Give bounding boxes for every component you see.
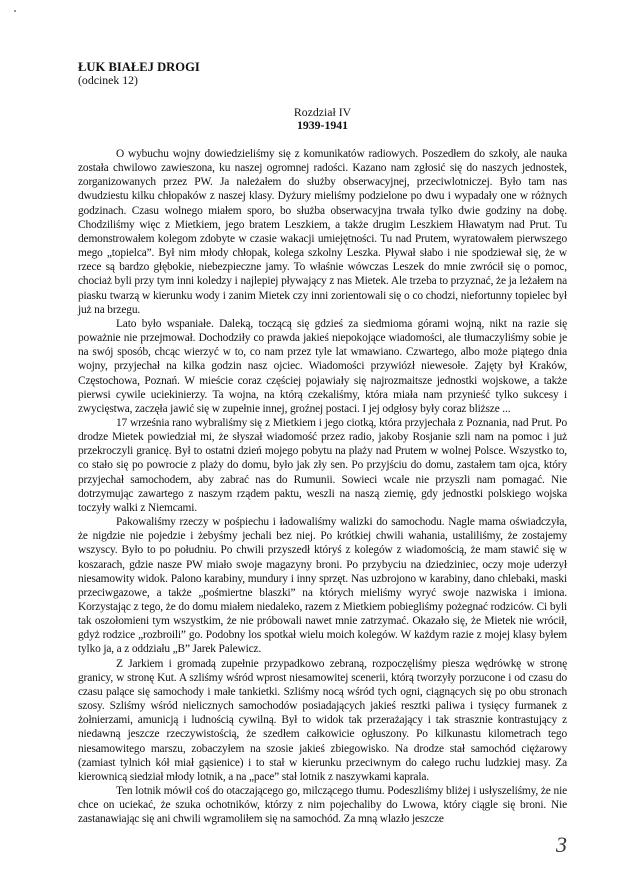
document-subtitle: (odcinek 12) — [78, 73, 138, 87]
paragraph: Lato było wspaniałe. Daleką, toczącą się gdzieś za siedmioma górami wojną, nikt na razie się poważnie nie przejmował. Dochodziły co prawda jakieś niepokojące wiadomości, ale tłumaczyliśmy sobie je na swój sposób, chcąc wierzyć w to, co nam przez tyle lat wmawiano. Czwartego, albo może piątego dnia wojny, przyjechał na kilka godzin nasz ojciec. Wiadomości przywiózł niewesołe. Zajęty był Kraków, Częstochowa, Poznań. W mieście coraz częściej pojawiały się najrozmaitsze jednostki wojskowe, a także pierwsi cywile uciekinierzy. Ta wojna, na którą czekaliśmy, która miała nam przynieść tylko sukcesy i zwycięstwa, zaczęła jawić się w zupełnie innej, groźnej postaci. I jej odgłosy były coraz bliższe ... — [78, 317, 567, 415]
document-title: ŁUK BIAŁEJ DROGI — [78, 60, 200, 74]
paragraph: Pakowaliśmy rzeczy w pośpiechu i ładowaliśmy walizki do samochodu. Nagle mama oświadczyła, że nigdzie nie pojedzie i żebyśmy jechali bez niej. Po krótkiej chwili wahania, ustaliliśmy, że zostajemy wszyscy. Było to po południu. Po chwili przyszedł któryś z kolegów z wiadomością, że mam stawić się w koszarach, gdzie nasze PW miało swoje magazyny broni. Po przybyciu na dziedziniec, oczy moje uderzył niesamowity widok. Palono karabiny, mundury i inny sprzęt. Nas uzbrojono w karabiny, dano chlebaki, maski przeciwgazowe, a także „pośmiertne blaszki” na których mieliśmy wyryć swoje nazwiska i imiona. Korzystając z tego, że do domu miałem niedaleko, razem z Mietkiem pobiegliśmy pożegnać rodziców. Ci byli tak oszołomieni tym wszystkim, że nie próbowali nawet mnie zatrzymać. Okazało się, że Mietek nie wrócił, gdyż rodzice „rozbroili” go. Podobny los spotkał wielu moich kolegów. W każdym razie z mojej klasy byłem tylko ja, a z oddziału „B” Jarek Palewicz. — [78, 516, 567, 656]
text-body — [78, 147, 567, 827]
paragraph: Z Jarkiem i gromadą zupełnie przypadkowo zebraną, rozpoczęliśmy piesza wędrówkę w stronę granicy, w stronę Kut. A szliśmy wśród wprost niesamowitej scenerii, którą tworzyły porzucone i od czasu do czasu palące się samochody i małe tankietki. Szliśmy nocą wśród tych ogni, ciągnących się po obu stronach szosy. Szliśmy wśród nielicznych samochodów posiadających jakieś resztki paliwa i tysięcy furmanek z żołnierzami, amunicją i ludnością cywilną. Był to widok tak przerażający i tak strasznie kontrastujący z niedawną jeszcze rzeczywistością, że szedłem całkowicie ogłuszony. Po kilkunastu kilometrach tego niesamowitego marszu, zobaczyłem na szosie jakieś zbiegowisko. Na drodze stał samochód ciężarowy (zamiast tylnich kół miał gąsienice) i to stał w kierunku przeciwnym do całego ruchu ludzkiej masy. Za kierownicą siedział młody lotnik, a na „pace” stał lotnik z naszywkami kaprala. — [78, 657, 567, 783]
scan-speck — [14, 10, 16, 12]
page-number: 3 — [556, 832, 567, 857]
document-body — [78, 61, 567, 827]
chapter-heading: Rozdział IV — [293, 105, 352, 119]
paragraph: O wybuchu wojny dowiedzieliśmy się z komunikatów radiowych. Poszedłem do szkoły, ale nauka została chwilowo zawieszona, ku naszej ogromnej radości. Kazano nam zgłosić się do naszych jednostek, zorganizowanych przez PW. Ja należałem do służby obserwacyjnej, przeciwlotniczej. Było tam nas dwudziestu kilku chłopaków z naszej klasy. Dyżury mieliśmy podzielone po dwu i wypadały one w różnych godzinach. Czasu wolnego miałem sporo, bo służba obserwacyjna trwała tylko dwie godziny na dobę. Chodziliśmy więc z Mietkiem, jego bratem Leszkiem, a także drugim Leszkiem Hławatym nad Prut. Tu demonstrowałem kolegom zdobyte w czasie wakacji umiejętności. Tu nad Prutem, wyratowałem pierwszego mego „topielca”. Był nim młody chłopak, kolega szkolny Leszka. Pływał słabo i nie spodziewał się, że w rzece są bardzo głębokie, niebezpieczne jamy. To właśnie wówczas Leszek do mnie zwrócił się o pomoc, chociaż byli przy tym inni koledzy i najlepiej pływający z nas Mietek. Ale trzeba to przyznać, że ja leżałem na piasku twarzą w kierunku wody i zanim Mietek czy inni zorientowali się o co chodzi, niefortunny topielec był już na brzegu. — [78, 148, 567, 316]
paragraph: 17 września rano wybraliśmy się z Mietkiem i jego ciotką, która przyjechała z Poznania, nad Prut. Po drodze Mietek powiedział mi, że słyszał wiadomość przez radio, jakoby Rosjanie szli nam na pomoc i już przekroczyli granicę. Był to ostatni dzień mojego pobytu na plaży nad Prutem w wolnej Polsce. Wszystko to, co stało się po powrocie z plaży do domu, było jak zły sen. Po przyjściu do domu, zastałem tam ojca, który przyjechał samochodem, aby zabrać nas do Rumunii. Sowieci wcale nie przyszli nam pomagać. Nie dotrzymując zawartego z naszym rządem paktu, weszli na naszą ziemię, gdy jednostki polskiego wojska toczyły walki z Niemcami. — [78, 416, 567, 514]
paragraph: Ten lotnik mówił coś do otaczającego go, milczącego tłumu. Podeszliśmy bliżej i usłyszeliśmy, że nie chce on uciekać, że szuka ochotników, którzy z nim pojechaliby do Lwowa, który ciągle się broni. Nie zastanawiając się ani chwili wgramoliłem się na samochód. Za mną wlazło jeszcze — [78, 785, 567, 826]
chapter-years: 1939-1941 — [296, 118, 349, 132]
